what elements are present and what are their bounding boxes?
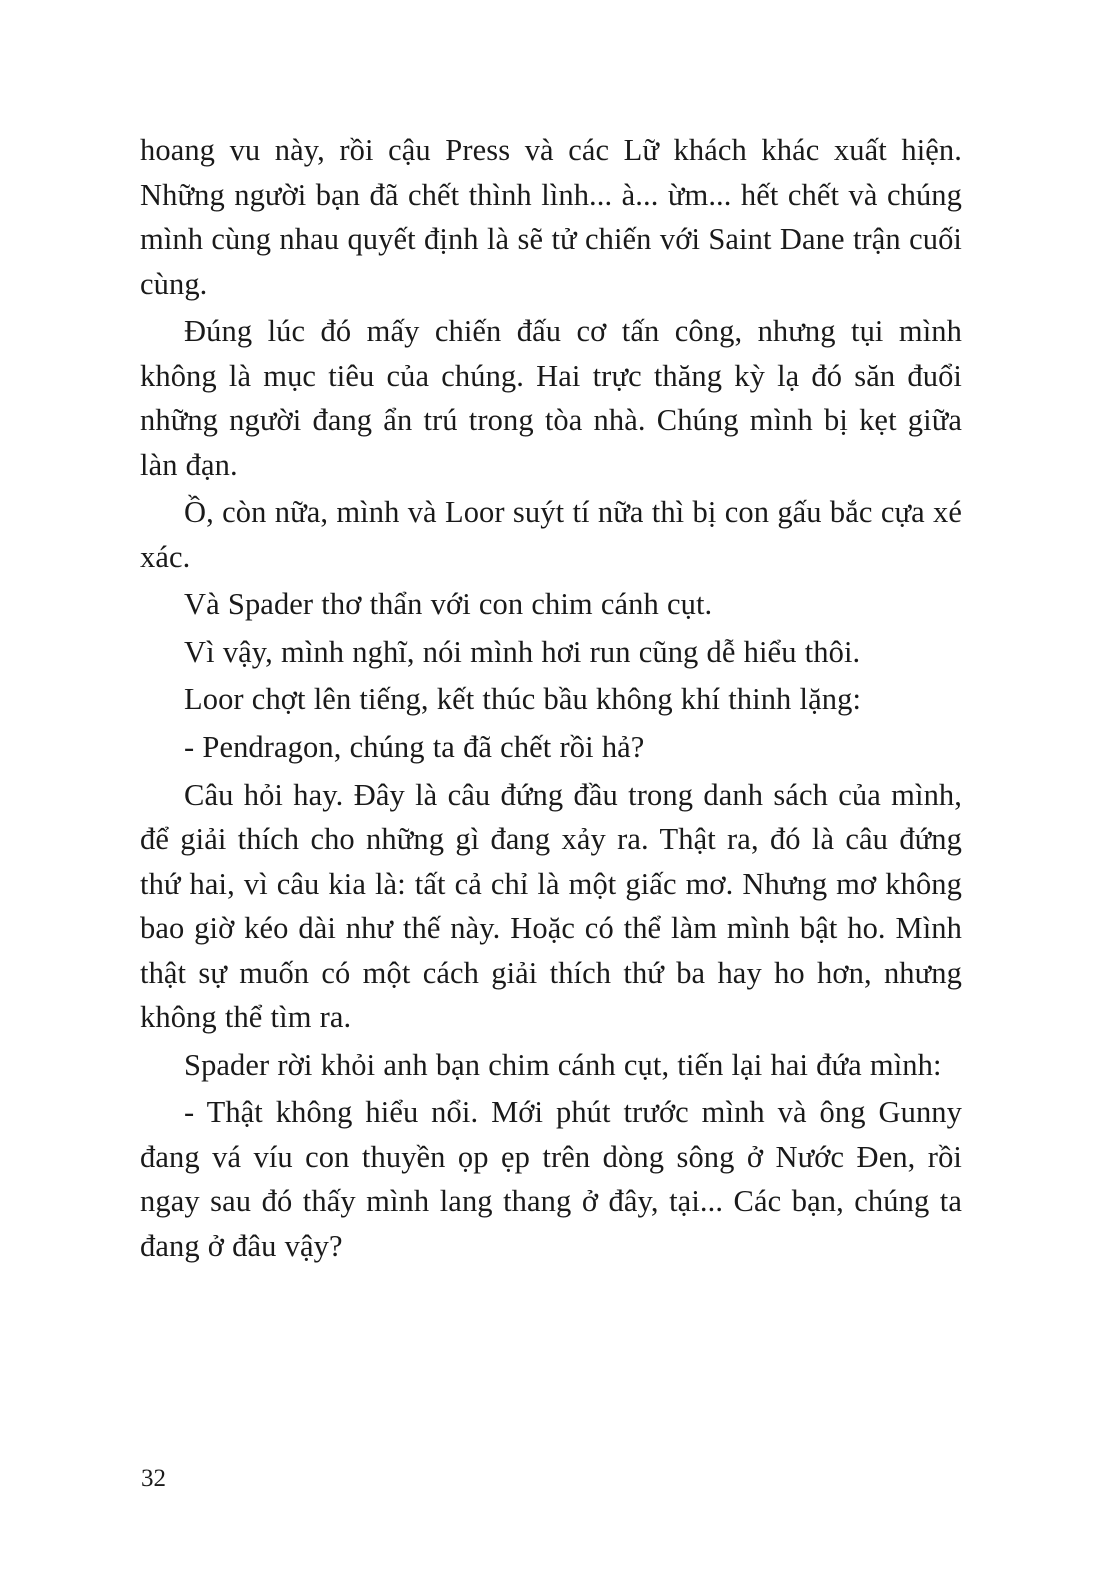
body-text-column — [140, 128, 962, 1271]
paragraph: Vì vậy, mình nghĩ, nói mình hơi run cũng dễ hiểu thôi. — [184, 634, 861, 669]
page-number: 32 — [141, 1465, 166, 1492]
paragraph: Spader rời khỏi anh bạn chim cánh cụt, tiến lại hai đứa mình: — [184, 1047, 942, 1082]
paragraph: - Thật không hiểu nổi. Mới phút trước mình và ông Gunny đang vá víu con thuyền ọp ẹp trên dòng sông ở Nước Đen, rồi ngay sau đó thấy mình lang thang ở đây, tại... Các bạn, chúng ta đang ở đâu vậy? — [140, 1095, 962, 1263]
paragraph: Loor chợt lên tiếng, kết thúc bầu không khí thinh lặng: — [184, 682, 862, 717]
paragraph: Đúng lúc đó mấy chiến đấu cơ tấn công, nhưng tụi mình không là mục tiêu của chúng. Hai trực thăng kỳ lạ đó săn đuổi những người đang ẩn trú trong tòa nhà. Chúng mình bị kẹt giữa làn đạn. — [140, 314, 962, 482]
paragraph: hoang vu này, rồi cậu Press và các Lữ khách khác xuất hiện. Những người bạn đã chết thình lình... à... ừm... hết chết và chúng mình cùng nhau quyết định là sẽ tử chiến với Saint Dane trận cuối cùng. — [140, 133, 962, 301]
paragraph: Ồ, còn nữa, mình và Loor suýt tí nữa thì bị con gấu bắc cựa xé xác. — [140, 495, 962, 574]
paragraph: Câu hỏi hay. Đây là câu đứng đầu trong danh sách của mình, để giải thích cho những gì đang xảy ra. Thật ra, đó là câu đứng thứ hai, vì câu kia là: tất cả chỉ là một giấc mơ. Nhưng mơ không bao giờ kéo dài như thế này. Hoặc có thể làm mình bật ho. Mình thật sự muốn có một cách giải thích thứ ba hay ho hơn, nhưng không thể tìm ra. — [140, 777, 962, 1035]
paragraph: - Pendragon, chúng ta đã chết rồi hả? — [184, 729, 645, 764]
paragraph: Và Spader thơ thẩn với con chim cánh cụt. — [184, 587, 713, 622]
